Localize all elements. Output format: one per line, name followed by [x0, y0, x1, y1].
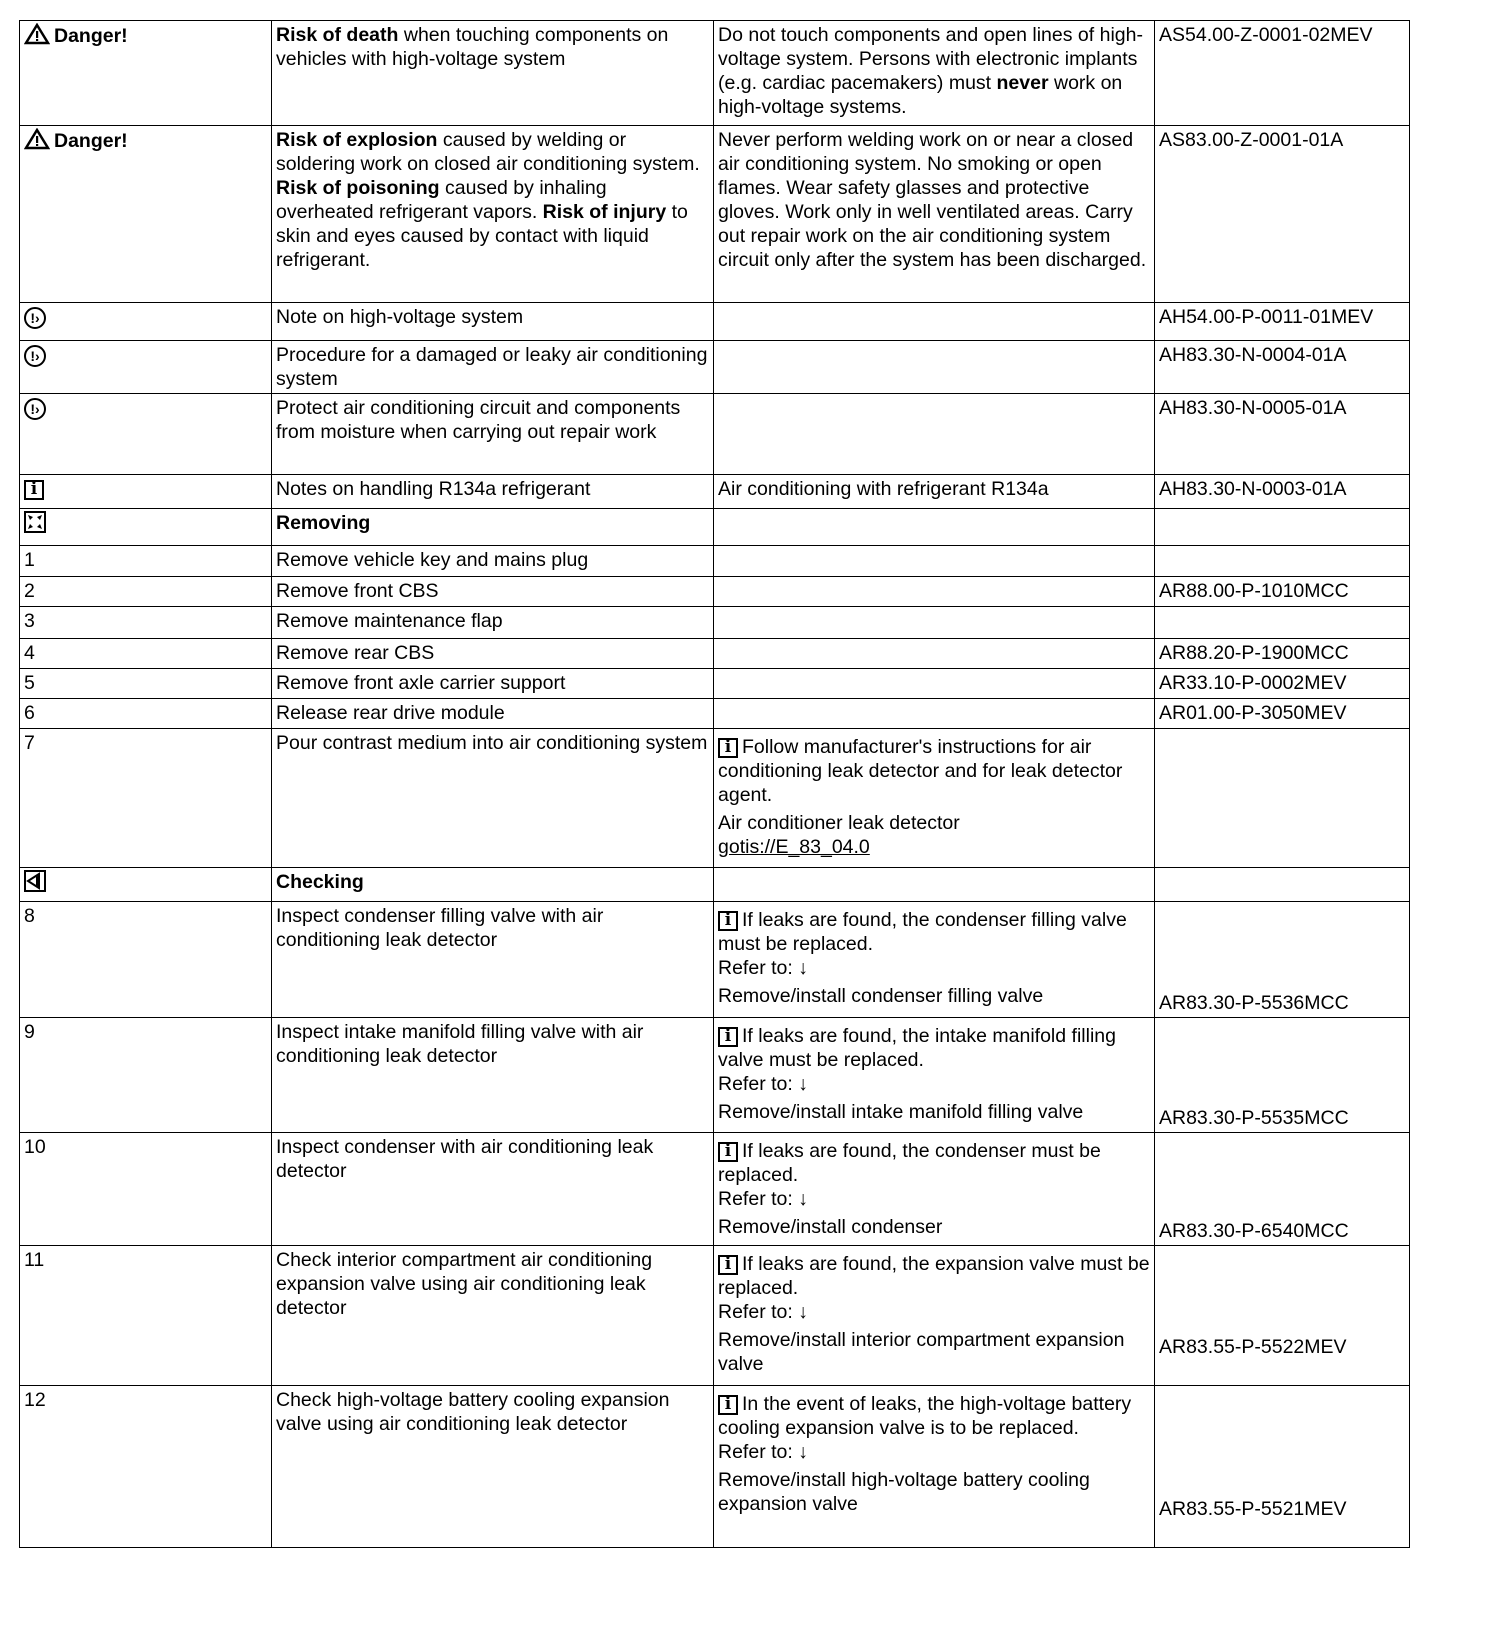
description-text: Removing: [276, 512, 371, 534]
description-cell: [272, 303, 714, 341]
document-reference[interactable]: AR83.30-P-5536MCC: [1159, 992, 1349, 1014]
step-cell: [20, 1133, 272, 1246]
notes-cell: [714, 394, 1155, 475]
description-cell: [272, 607, 714, 639]
reference-cell: [1155, 509, 1410, 546]
info-icon: i: [718, 1255, 738, 1275]
table-row: [20, 475, 1410, 509]
table-row: [20, 699, 1410, 729]
notes-cell: [714, 509, 1155, 546]
refer-to: [718, 1072, 1150, 1096]
description-text: caused by inhaling overheated refrigerant vapors.: [276, 177, 607, 223]
step-number: 10: [24, 1136, 46, 1158]
step-cell: [20, 126, 272, 303]
description-text: Notes on handling R134a refrigerant: [276, 478, 591, 500]
notes-cell: [714, 475, 1155, 509]
notes-cell: [714, 868, 1155, 902]
note-exclamation-icon: !›: [24, 398, 46, 420]
description-text: Inspect condenser filling valve with air conditioning leak detector: [276, 905, 604, 951]
notes-cell: [714, 699, 1155, 729]
reference-cell: [1155, 126, 1410, 303]
refer-label: Refer to:: [718, 1073, 793, 1095]
reference-cell: [1155, 1133, 1410, 1246]
notes-cell: [714, 1018, 1155, 1133]
notes-text: never: [996, 72, 1049, 94]
reference-cell: [1155, 394, 1410, 475]
reference-cell: [1155, 902, 1410, 1018]
table-row: [20, 639, 1410, 669]
reference-cell: [1155, 21, 1410, 126]
notes-cell: [714, 546, 1155, 577]
document-reference[interactable]: AR88.00-P-1010MCC: [1159, 580, 1349, 602]
leak-detector-label: Air conditioner leak detector: [718, 812, 960, 834]
description-cell: [272, 1133, 714, 1246]
step-cell: [20, 21, 272, 126]
reference-cell: [1155, 729, 1410, 868]
notes-cell: [714, 1246, 1155, 1386]
description-cell: [272, 577, 714, 607]
reference-cell: [1155, 1386, 1410, 1548]
removing-arrows-icon: [24, 511, 46, 539]
procedure-table: [19, 20, 1410, 1548]
step-number: 9: [24, 1021, 35, 1043]
document-reference[interactable]: AR33.10-P-0002MEV: [1159, 672, 1347, 694]
step-number: 12: [24, 1389, 46, 1411]
table-row: [20, 126, 1410, 303]
step-cell: [20, 902, 272, 1018]
description-cell: [272, 902, 714, 1018]
notes-cell: [714, 669, 1155, 699]
step-number: 1: [24, 549, 35, 571]
note-exclamation-icon: !›: [24, 307, 46, 329]
description-cell: [272, 394, 714, 475]
down-arrow-icon: ↓: [792, 1188, 808, 1210]
info-text: Follow manufacturer's instructions for air conditioning leak detector and for leak detector agent.: [718, 736, 1123, 806]
document-reference[interactable]: AR83.55-P-5521MEV: [1159, 1498, 1347, 1520]
description-cell: [272, 1018, 714, 1133]
danger-label: Danger!: [54, 25, 128, 48]
document-reference[interactable]: AR83.30-P-6540MCC: [1159, 1220, 1349, 1242]
step-cell: [20, 577, 272, 607]
refer-target[interactable]: Remove/install condenser: [718, 1216, 943, 1238]
reference-cell: [1155, 868, 1410, 902]
refer-to: [718, 1187, 1150, 1211]
document-reference[interactable]: AR83.55-P-5522MEV: [1159, 1336, 1347, 1358]
table-row: [20, 394, 1410, 475]
description-cell: [272, 546, 714, 577]
description-text: Pour contrast medium into air conditioning system: [276, 732, 708, 754]
step-number: 8: [24, 905, 35, 927]
reference-cell: [1155, 1246, 1410, 1386]
refer-label: Refer to:: [718, 957, 793, 979]
down-arrow-icon: ↓: [792, 1441, 808, 1463]
document-reference[interactable]: AH83.30-N-0003-01A: [1159, 478, 1347, 500]
description-cell: [272, 1246, 714, 1386]
info-text: If leaks are found, the expansion valve must be replaced.: [718, 1253, 1150, 1299]
step-cell: [20, 394, 272, 475]
notes-cell: [714, 303, 1155, 341]
description-text: Inspect intake manifold filling valve with air conditioning leak detector: [276, 1021, 644, 1067]
table-row: [20, 577, 1410, 607]
table-row: [20, 509, 1410, 546]
refer-target[interactable]: Remove/install high-voltage battery cooling expansion valve: [718, 1469, 1090, 1515]
table-row: [20, 902, 1410, 1018]
checking-icon: [24, 870, 46, 898]
reference-cell: [1155, 577, 1410, 607]
description-text: caused by welding or soldering work on closed air conditioning system.: [276, 129, 700, 175]
description-cell: [272, 475, 714, 509]
info-note: [718, 1392, 1150, 1440]
info-note: [718, 1252, 1150, 1300]
description-text: Risk of poisoning: [276, 177, 440, 199]
step-cell: [20, 639, 272, 669]
reference-cell: [1155, 699, 1410, 729]
notes-cell: [714, 639, 1155, 669]
reference-cell: [1155, 303, 1410, 341]
refer-label: Refer to:: [718, 1188, 793, 1210]
document-reference[interactable]: AR83.30-P-5535MCC: [1159, 1107, 1349, 1129]
document-reference[interactable]: AS54.00-Z-0001-02MEV: [1159, 24, 1373, 46]
step-cell: [20, 669, 272, 699]
step-number: 2: [24, 580, 35, 602]
step-cell: [20, 341, 272, 394]
description-text: Remove front axle carrier support: [276, 672, 566, 694]
notes-cell: [714, 21, 1155, 126]
description-cell: [272, 509, 714, 546]
table-row: [20, 868, 1410, 902]
danger-label: Danger!: [54, 130, 128, 153]
description-cell: [272, 699, 714, 729]
info-icon: i: [718, 1027, 738, 1047]
step-cell: [20, 1246, 272, 1386]
description-cell: [272, 21, 714, 126]
notes-cell: [714, 1133, 1155, 1246]
refer-label: Refer to:: [718, 1301, 793, 1323]
reference-cell: [1155, 546, 1410, 577]
info-text: In the event of leaks, the high-voltage battery cooling expansion valve is to be replaced.: [718, 1393, 1132, 1439]
table-row: [20, 607, 1410, 639]
refer-target[interactable]: Remove/install condenser filling valve: [718, 985, 1044, 1007]
notes-cell: [714, 577, 1155, 607]
table-row: [20, 729, 1410, 868]
document-reference[interactable]: AR01.00-P-3050MEV: [1159, 702, 1347, 724]
description-text: Release rear drive module: [276, 702, 505, 724]
description-text: Protect air conditioning circuit and components from moisture when carrying out repair work: [276, 397, 681, 443]
refer-to: [718, 1440, 1150, 1464]
reference-cell: [1155, 341, 1410, 394]
info-text: If leaks are found, the condenser filling valve must be replaced.: [718, 909, 1127, 955]
description-text: Procedure for a damaged or leaky air conditioning system: [276, 344, 708, 390]
description-text: Check high-voltage battery cooling expansion valve using air conditioning leak detector: [276, 1389, 670, 1435]
warning-triangle-icon: [24, 23, 50, 51]
notes-text: Do not touch components and open lines of high-voltage system. Persons with electronic implants (e.g. cardiac pacemakers) must: [718, 24, 1143, 94]
reference-cell: [1155, 475, 1410, 509]
info-note: [718, 908, 1150, 956]
description-text: Remove maintenance flap: [276, 610, 503, 632]
table-row: [20, 341, 1410, 394]
description-text: Risk of injury: [542, 201, 667, 223]
step-number: 4: [24, 642, 35, 664]
description-cell: [272, 669, 714, 699]
notes-cell: [714, 607, 1155, 639]
description-cell: [272, 1386, 714, 1548]
step-cell: [20, 699, 272, 729]
down-arrow-icon: ↓: [792, 1073, 808, 1095]
description-text: Checking: [276, 871, 364, 893]
description-text: Remove vehicle key and mains plug: [276, 549, 589, 571]
table-row: [20, 669, 1410, 699]
notes-cell: [714, 902, 1155, 1018]
reference-cell: [1155, 639, 1410, 669]
info-note: [718, 1024, 1150, 1072]
step-cell: [20, 475, 272, 509]
step-cell: [20, 729, 272, 868]
notes-text: Never perform welding work on or near a closed air conditioning system. No smoking or open flames. Wear safety glasses and protective gloves. Work only in well ventilated areas. Carry out repair work on the air conditioning system circuit only after the system has been discharged.: [718, 129, 1147, 271]
notes-text: Air conditioning with refrigerant R134a: [718, 478, 1049, 500]
step-cell: [20, 1018, 272, 1133]
info-icon: i: [718, 1395, 738, 1415]
step-number: 11: [24, 1249, 45, 1271]
info-icon: i: [718, 911, 738, 931]
notes-cell: [714, 729, 1155, 868]
info-icon: i: [718, 1142, 738, 1162]
reference-cell: [1155, 669, 1410, 699]
step-number: 7: [24, 732, 35, 754]
step-cell: [20, 607, 272, 639]
reference-cell: [1155, 1018, 1410, 1133]
step-number: 3: [24, 610, 35, 632]
step-number: 6: [24, 702, 35, 724]
notes-cell: [714, 126, 1155, 303]
table-row: [20, 1133, 1410, 1246]
document-reference[interactable]: AH54.00-P-0011-01MEV: [1159, 306, 1374, 328]
description-text: Remove rear CBS: [276, 642, 435, 664]
description-text: to skin and eyes caused by contact with liquid refrigerant.: [276, 201, 688, 271]
description-cell: [272, 639, 714, 669]
note-exclamation-icon: !›: [24, 345, 46, 367]
table-row: [20, 1386, 1410, 1548]
notes-text: work on high-voltage systems.: [718, 72, 1123, 118]
document-reference[interactable]: AS83.00-Z-0001-01A: [1159, 129, 1344, 151]
description-text: Note on high-voltage system: [276, 306, 524, 328]
step-cell: [20, 509, 272, 546]
description-text: Risk of explosion: [276, 129, 438, 151]
info-note: [718, 735, 1150, 807]
notes-cell: [714, 1386, 1155, 1548]
step-cell: [20, 303, 272, 341]
info-text: If leaks are found, the condenser must be replaced.: [718, 1140, 1101, 1186]
document-reference[interactable]: AR88.20-P-1900MCC: [1159, 642, 1349, 664]
table-row: [20, 21, 1410, 126]
step-cell: [20, 546, 272, 577]
table-row: [20, 546, 1410, 577]
down-arrow-icon: ↓: [792, 957, 808, 979]
info-note: [718, 1139, 1150, 1187]
description-text: Remove front CBS: [276, 580, 439, 602]
table-row: [20, 1246, 1410, 1386]
table-row: [20, 303, 1410, 341]
table-row: [20, 1018, 1410, 1133]
description-cell: [272, 126, 714, 303]
description-cell: [272, 868, 714, 902]
step-cell: [20, 1386, 272, 1548]
refer-target[interactable]: Remove/install interior compartment expansion valve: [718, 1329, 1125, 1375]
document-reference[interactable]: AH83.30-N-0005-01A: [1159, 397, 1347, 419]
document-reference[interactable]: AH83.30-N-0004-01A: [1159, 344, 1347, 366]
step-cell: [20, 868, 272, 902]
description-cell: [272, 729, 714, 868]
description-text: when touching components on vehicles with high-voltage system: [276, 24, 669, 70]
description-text: Inspect condenser with air conditioning leak detector: [276, 1136, 654, 1182]
refer-to: [718, 1300, 1150, 1324]
info-text: If leaks are found, the intake manifold filling valve must be replaced.: [718, 1025, 1116, 1071]
warning-triangle-icon: [24, 128, 50, 156]
step-number: 5: [24, 672, 35, 694]
description-cell: [272, 341, 714, 394]
refer-label: Refer to:: [718, 1441, 793, 1463]
info-icon: i: [718, 738, 738, 758]
notes-cell: [714, 341, 1155, 394]
info-icon: i: [24, 480, 44, 500]
down-arrow-icon: ↓: [792, 1301, 808, 1323]
refer-target[interactable]: Remove/install intake manifold filling valve: [718, 1101, 1084, 1123]
reference-cell: [1155, 607, 1410, 639]
description-text: Risk of death: [276, 24, 399, 46]
description-text: Check interior compartment air conditioning expansion valve using air conditioning leak detector: [276, 1249, 653, 1319]
refer-to: [718, 956, 1150, 980]
gotis-link[interactable]: gotis://E_83_04.0: [718, 836, 870, 858]
